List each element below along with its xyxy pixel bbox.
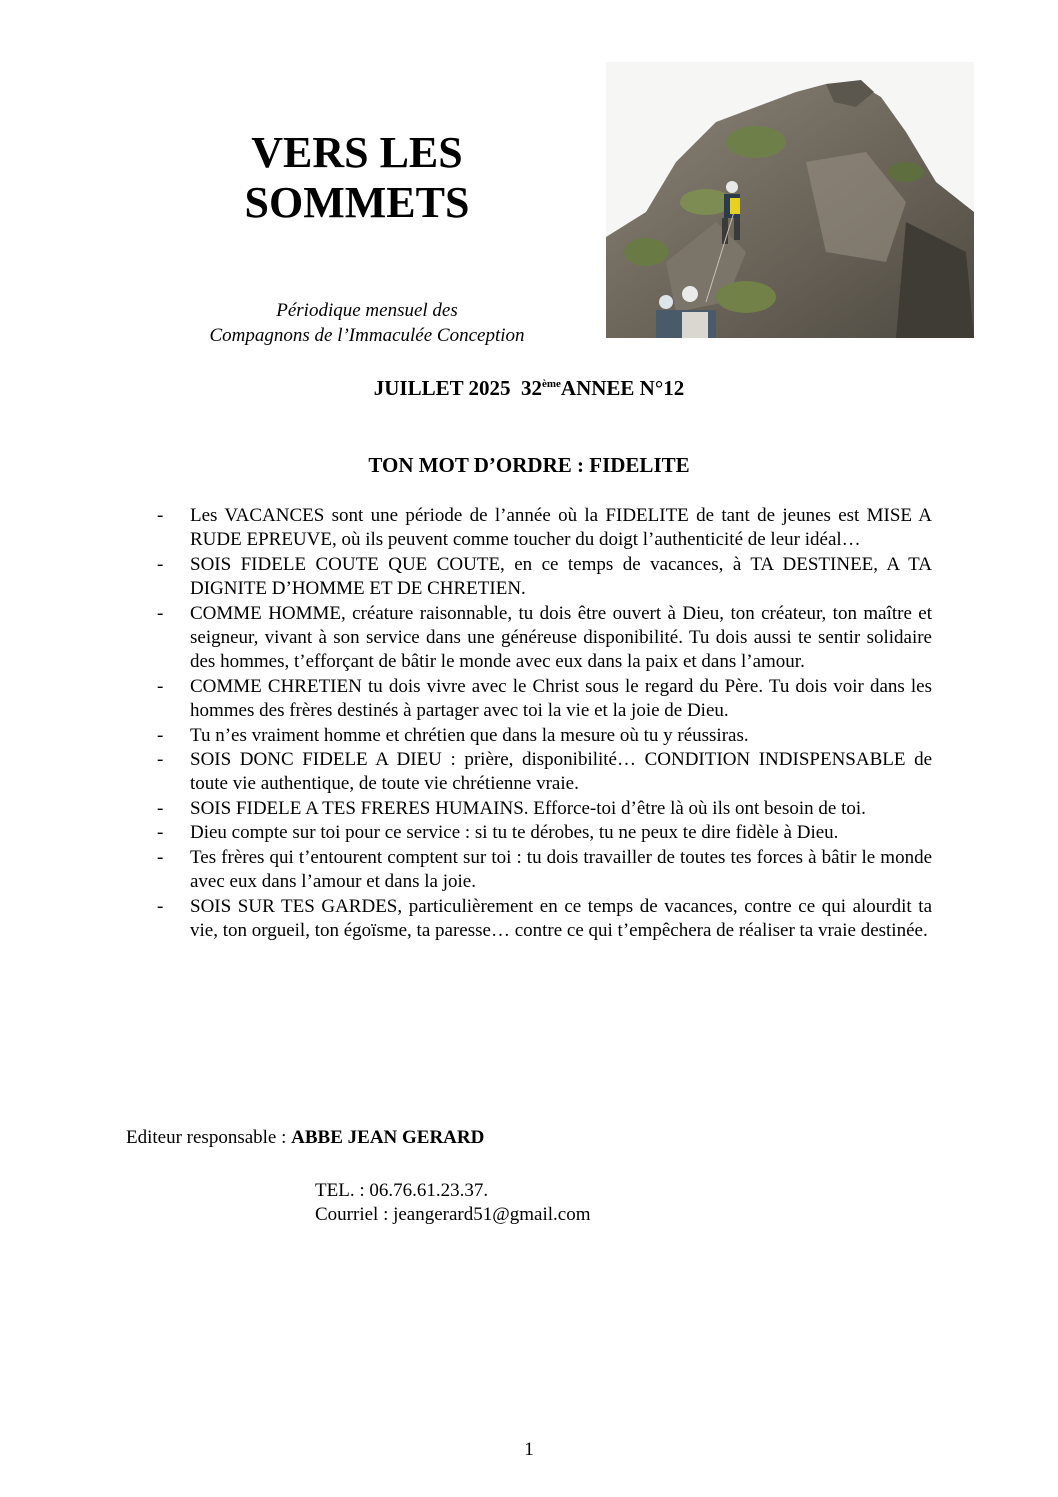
list-item bbox=[152, 821, 932, 845]
editor-label: Editeur responsable : bbox=[126, 1127, 292, 1148]
list-item bbox=[152, 846, 932, 895]
section-heading: TON MOT D’ORDRE : FIDELITE bbox=[368, 453, 690, 477]
bullet-dash: - bbox=[157, 822, 164, 844]
list-item bbox=[152, 895, 932, 944]
editor-line bbox=[126, 1126, 484, 1150]
bullet-dash: - bbox=[157, 749, 164, 771]
rock-climbing-photo bbox=[606, 62, 974, 338]
exhortation-list bbox=[152, 504, 932, 943]
list-item-text: SOIS FIDELE COUTE QUE COUTE, en ce temps de vacances, à TA DESTINEE, A TA DIGNITE D’HOMME ET DE CHRETIEN. bbox=[190, 553, 932, 600]
list-item-text: COMME HOMME, créature raisonnable, tu dois être ouvert à Dieu, ton créateur, ton maître et seigneur, vivant à son service dans une généreuse disponibilité. Tu dois aussi te sentir solidaire des hommes, t’efforçant de bâtir le monde avec eux dans la paix et dans l’amour. bbox=[190, 602, 932, 673]
page-number: 1 bbox=[524, 1439, 534, 1460]
subtitle-line-2: Compagnons de l’Immaculée Conception bbox=[209, 325, 525, 346]
title-line-1: VERS LES bbox=[251, 128, 463, 177]
contact-block bbox=[315, 1179, 591, 1227]
bullet-dash: - bbox=[157, 846, 164, 868]
bullet-dash: - bbox=[157, 553, 164, 575]
list-item-text: Tu n’es vraiment homme et chrétien que dans la mesure où tu y réussiras. bbox=[190, 724, 749, 746]
issue-year-number: 32 bbox=[520, 376, 542, 400]
list-item bbox=[152, 797, 932, 821]
page-title bbox=[190, 128, 524, 228]
issue-year-suffix: ème bbox=[541, 378, 561, 390]
issue-date: JUILLET 2025 bbox=[373, 376, 511, 400]
bullet-dash: - bbox=[157, 602, 164, 624]
contact-phone: TEL. : 06.76.61.23.37. bbox=[315, 1180, 489, 1201]
bullet-dash: - bbox=[157, 724, 164, 746]
bullet-dash: - bbox=[157, 895, 164, 917]
list-item bbox=[152, 504, 932, 553]
issue-number: ANNEE N°12 bbox=[560, 376, 685, 400]
editor-name: ABBE JEAN GERARD bbox=[291, 1127, 485, 1148]
list-item-text: Dieu compte sur toi pour ce service : si tu te dérobes, tu ne peux te dire fidèle à Dieu. bbox=[190, 822, 839, 844]
subtitle bbox=[150, 298, 584, 348]
list-item-text: SOIS FIDELE A TES FRERES HUMAINS. Efforce-toi d’être là où ils ont besoin de toi. bbox=[190, 797, 866, 819]
list-item bbox=[152, 748, 932, 797]
list-item bbox=[152, 724, 932, 748]
bullet-dash: - bbox=[157, 675, 164, 697]
subtitle-line-1: Périodique mensuel des bbox=[276, 300, 458, 321]
list-item-text: Tes frères qui t’entourent comptent sur toi : tu dois travailler de toutes tes forces à bâtir le monde avec eux dans l’amour et dans la joie. bbox=[190, 846, 932, 893]
list-item-text: SOIS SUR TES GARDES, particulièrement en ce temps de vacances, contre ce qui alourdit ta vie, ton orgueil, ton égoïsme, ta paresse… contre ce qui t’empêchera de réaliser ta vraie destinée. bbox=[190, 895, 932, 941]
list-item bbox=[152, 602, 932, 675]
issue-info bbox=[0, 374, 1058, 402]
contact-email: Courriel : jeangerard51@gmail.com bbox=[315, 1204, 591, 1225]
list-item bbox=[152, 675, 932, 724]
list-item-text: SOIS DONC FIDELE A DIEU : prière, disponibilité… CONDITION INDISPENSABLE de toute vie authentique, de toute vie chrétienne vraie. bbox=[190, 749, 932, 795]
bullet-dash: - bbox=[157, 505, 164, 526]
list-item-text: COMME CHRETIEN tu dois vivre avec le Christ sous le regard du Père. Tu dois voir dans les hommes des frères destinés à partager avec toi la vie et la joie de Dieu. bbox=[190, 675, 932, 722]
title-line-2: SOMMETS bbox=[244, 178, 470, 227]
list-item-text: Les VACANCES sont une période de l’année où la FIDELITE de tant de jeunes est MISE A RUDE EPREUVE, où ils peuvent comme toucher du doigt l’authenticité de leur idéal… bbox=[190, 505, 932, 551]
list-item bbox=[152, 553, 932, 602]
bullet-dash: - bbox=[157, 797, 164, 819]
